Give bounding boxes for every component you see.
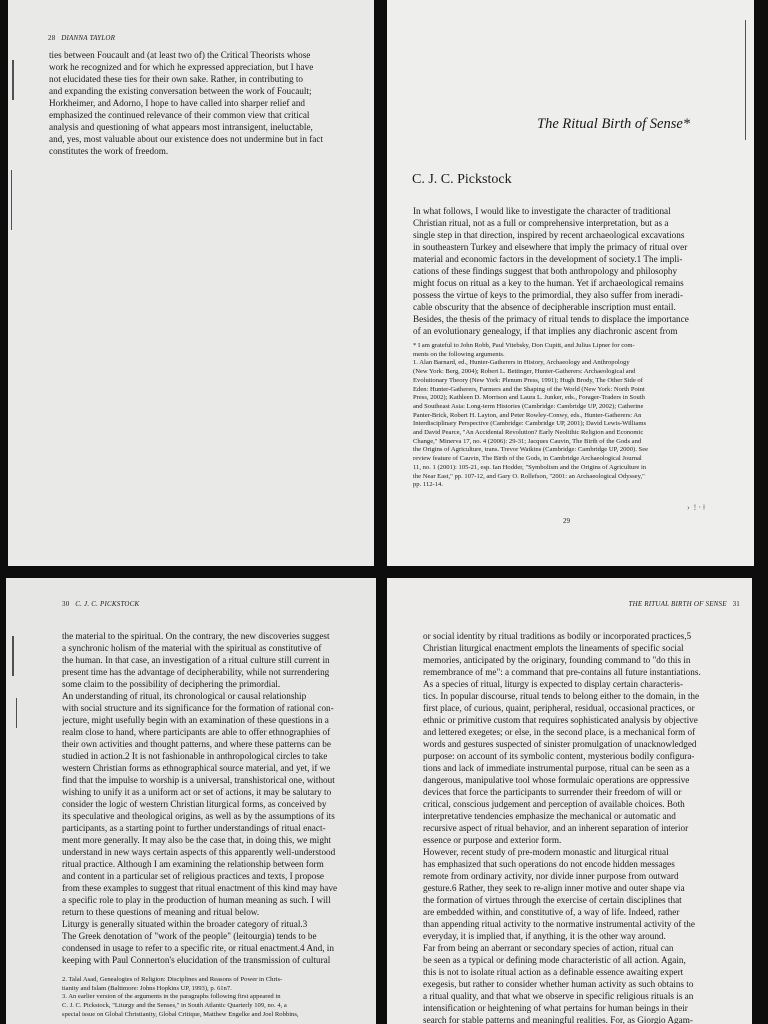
text-line: analysis and questioning of what appears most intransigent, ineluctable, <box>49 122 313 132</box>
page-31 <box>387 578 752 1024</box>
text-line: and lettered exegetes; or else, in the second place, is a mechanical form of <box>423 727 696 737</box>
text-line: might focus on ritual as a key to the human. Yet if archaeological remains <box>413 278 684 288</box>
text-line: ment more generally. It may also be the case that, in doing this, we might <box>62 835 332 845</box>
text-line: everyday, it is implied that, if anything, it is the other way around. <box>423 931 666 941</box>
text-line: return to these questions of meaning and ritual below. <box>62 907 260 917</box>
text-line: possess the virtue of keys to the primordial, they also suffer from ineradi- <box>413 290 684 300</box>
text-line: with social structure and its significance for the formation of rational con- <box>62 703 334 713</box>
footnotes-29 <box>413 342 648 490</box>
text-line: jecture, might usefully begin with an examination of these questions in a <box>62 715 329 725</box>
text-line: cations of these findings suggest that both anthropology and philosophy <box>413 266 678 276</box>
text-line: a specific role to play in the production of human meaning as such. I will <box>62 895 331 905</box>
text-line: words and gestures suspected of sinister promulgation of unacknowledged <box>423 739 697 749</box>
chapter-title: The Ritual Birth of Sense* <box>537 116 691 132</box>
text-line: exegesis, but rather to consider whether human activity as such obtains to <box>423 979 694 989</box>
text-line: first place, of curious, quaint, peripheral, residual, occasional practices, or <box>423 703 695 713</box>
running-head-title: THE RITUAL BIRTH OF SENSE <box>628 600 727 608</box>
footnote-line: 3. An earlier version of the arguments in the paragraphs following first appeared in <box>62 993 281 1001</box>
text-line: remembrance of me": a command that pre-contains all future instantiations. <box>423 667 701 677</box>
text-line: tions and lack of immediate instrumental purpose, ritual can be seen as a <box>423 763 690 773</box>
text-line: consider the logic of western Christian liturgical forms, as conceived by <box>62 799 327 809</box>
text-line: participants, as a starting point to further understandings of ritual enact- <box>62 823 326 833</box>
text-line: cable obscurity that the absence of decipherable inscription must entail. <box>413 302 676 312</box>
body-text-30 <box>62 630 337 966</box>
page-30 <box>6 578 376 1024</box>
text-line: and expanding the existing conversation between the work of Foucault; <box>49 86 312 96</box>
text-line: than appending ritual activity to the normative instrumental activity of the <box>423 919 695 929</box>
text-line: in southeastern Turkey and elsewhere that imply the primacy of ritual over <box>413 242 688 252</box>
text-line: remote from ordinary activity, nor divide inner purpose from outward <box>423 871 679 881</box>
footnote-line: ments on the following arguments. <box>413 350 505 358</box>
footnote-line: (New York: Berg, 2004); Robert L. Bettinger, Hunter-Gatherers: Archaeological and <box>413 368 636 376</box>
text-line: An understanding of ritual, its chronological or causal relationship <box>62 691 307 701</box>
footnote-line: Panter-Brick, Robert H. Layton, and Peter Rowley-Conwy, eds., Hunter-Gatherers: An <box>413 411 642 419</box>
text-line: and content in a particular set of religious practices and texts, I propose <box>62 871 325 881</box>
text-line: their own activities and thought patterns, and where these patterns can be <box>62 739 331 749</box>
text-line: not elucidated these ties for their own sake. Rather, in contributing to <box>49 74 304 84</box>
page-number-28: 28 <box>48 34 56 42</box>
text-line: critical, conscious judgement and perception of available choices. Both <box>423 799 685 809</box>
footnote-line: Interdisciplinary Perspective (Cambridge: Cambridge UP, 2001); David Lewis-Williams <box>413 420 647 428</box>
text-line: find that the impulse to worship is a universal, transhistorical one, without <box>62 775 335 785</box>
text-line: are embedded within, and constitutive of, a way of life. Indeed, rather <box>423 907 680 917</box>
page-number-29: 29 <box>563 517 570 525</box>
page-number-30: 30 <box>62 600 70 608</box>
text-line: the material to the spiritual. On the contrary, the new discoveries suggest <box>62 631 330 641</box>
text-line: some claim to the possibility of deciphering the primordial. <box>62 679 281 689</box>
text-line: present time has the advantage of decipherability, while not surrendering <box>62 667 330 677</box>
text-line: Far from being an aberrant or secondary species of action, ritual can <box>423 943 674 953</box>
footnote-line: 11, no. 1 (2001): 105-21, esp. Ian Hodder, "Symbolism and the Origins of Agriculture in <box>413 463 647 471</box>
text-line: of an evolutionary genealogy, if that implies any diachronic ascent from <box>413 326 678 336</box>
margin-mark <box>11 170 12 230</box>
text-line: The Greek denotation of "work of the people" (leitourgia) tends to be <box>62 931 317 941</box>
text-line: from these examples to suggest that ritual enactment of this kind may have <box>62 883 338 893</box>
text-line: wishing to unify it as a uniform act or set of actions, it may be salutary to <box>62 787 332 797</box>
page-28 <box>8 0 374 566</box>
footnote-line: Evolutionary Theory (New York: Plenum Press, 1991); Hugh Brody, The Other Side of <box>413 376 643 384</box>
body-text-31 <box>423 630 701 1024</box>
running-head-author: C. J. C. PICKSTOCK <box>75 600 140 608</box>
footnote-line: the Near East," pp. 107-12, and Gary O. Rollefson, "2001: an Archaeological Odyssey," <box>413 472 645 480</box>
footnote-line: the Origins of Agriculture, trans. Trevor Watkins (Cambridge: Cambridge UP, 2000). See <box>413 446 649 454</box>
text-line: or social identity by ritual traditions as bodily or incorporated practices,5 <box>423 631 692 641</box>
running-head-31 <box>629 600 740 608</box>
text-line: memories, anticipated by the originary, founding command to "do this in <box>423 655 691 665</box>
margin-mark <box>745 20 746 140</box>
text-line: devices that force the participants to surrender their freedom of will or <box>423 787 682 797</box>
text-line: material and economic factors in the development of society.1 The impli- <box>413 254 683 264</box>
text-line: be seen as a typical or defining mode characteristic of all action. Again, <box>423 955 686 965</box>
page-29 <box>387 0 754 566</box>
margin-mark <box>12 60 14 100</box>
text-line: gesture.6 Rather, they seek to re-align inner motive and outer shape via <box>423 883 685 893</box>
text-line: this is not to isolate ritual action as a definable essence awaiting expert <box>423 967 684 977</box>
footnote-line: tianity and Islam (Baltimore: Johns Hopkins UP, 1993), p. 61n7. <box>62 984 232 992</box>
text-line: the human. In that case, an investigation of a ritual culture still current in <box>62 655 330 665</box>
footnote-line: review feature of Cauvin, The Birth of the Gods, in Cambridge Archaeological Journal <box>413 455 642 463</box>
footnote-line: Press, 2002); Kathleen D. Morrison and Laura L. Junker, eds., Forager-Traders in South <box>413 394 645 402</box>
text-line: intensification or heightening of what pertains for human beings in their <box>423 1003 688 1013</box>
text-line: Horkheimer, and Adorno, I hope to have called into sharper relief and <box>49 98 306 108</box>
footnote-line: special issue on Global Christianity, Global Critique, Matthew Engelke and Joel Robbins, <box>62 1010 299 1018</box>
running-head-30 <box>62 600 139 608</box>
footnote-line: 1. Alan Barnard, ed., Hunter-Gatherers in History, Archaeology and Anthropology <box>413 359 630 367</box>
text-line: western Christian forms as ethnographical source material, and yet, if we <box>62 763 331 773</box>
text-line: work he recognized and for which he expressed appreciation, but I have <box>49 62 314 72</box>
page-number-31: 31 <box>732 600 740 608</box>
text-line: ritual practice. Although I am examining the relationship between form <box>62 859 324 869</box>
text-line: has emphasized that such operations do not encode hidden messages <box>423 859 675 869</box>
text-line: a synchronic holism of the material with the spiritual as constitutive of <box>62 643 322 653</box>
footnote-line: C. J. C. Pickstock, "Liturgy and the Senses," in South Atlantic Quarterly 109, no. 4, a <box>62 1002 287 1010</box>
text-line: its speculative and theological origins, as well as by the assumptions of its <box>62 811 335 821</box>
footnote-line: * I am grateful to John Robb, Paul Vitebsky, Don Cupitt, and Julius Lipner for com- <box>413 342 635 349</box>
text-line: tics. In popular discourse, ritual tends to belong either to the domain, in the <box>423 691 700 701</box>
text-line: condensed in usage to refer to a specific rite, or ritual enactment.4 And, in <box>62 943 334 953</box>
text-line: purpose: on account of its symbolic content, mysterious bodily configura- <box>423 751 695 761</box>
footnote-line: 2. Talal Asad, Genealogies of Religion: Disciplines and Reasons of Power in Chris- <box>62 976 283 983</box>
text-line: the formation of virtues through the exercise of certain disciplines that <box>423 895 682 905</box>
text-line: search for stable patterns and meaningful realities. For, as Giorgio Agam- <box>423 1015 693 1024</box>
footnote-line: Change," Minerva 17, no. 4 (2006): 29-31; Jacques Cauvin, The Birth of the Gods and <box>413 437 642 445</box>
text-line: Christian ritual, not as a full or comprehensive interpretation, but as a <box>413 218 669 228</box>
footnote-line: and Southeast Asia: Long-term Histories (Cambridge: Cambridge UP, 2002); Catherine <box>413 402 644 410</box>
margin-mark <box>12 636 14 676</box>
text-line: interpretative tendencies emphasize the mechanical or automatic and <box>423 811 676 821</box>
scan-noise: › ! · ǂ <box>687 503 705 512</box>
text-line: emphasized the continued relevance of their common view that critical <box>49 110 310 120</box>
text-line: However, recent study of pre-modern monastic and liturgical ritual <box>423 847 669 857</box>
text-line: and, yes, most valuable about our existence does not undermine but in fact <box>49 134 324 144</box>
body-text-29 <box>413 205 689 337</box>
text-line: In what follows, I would like to investigate the character of traditional <box>413 206 671 216</box>
running-head-28 <box>48 34 115 42</box>
footnotes-30 <box>62 976 299 1020</box>
footnote-line: Eden: Hunter-Gatherers, Farmers and the Shaping of the World (New York: North Point <box>413 385 645 393</box>
text-line: constitutes the work of freedom. <box>49 146 169 156</box>
text-line: ethnic or primitive custom that requires sophisticated analysis by objective <box>423 715 698 725</box>
footnote-line: pp. 112-14. <box>413 481 443 489</box>
body-text-28 <box>49 49 323 157</box>
chapter-author: C. J. C. Pickstock <box>412 172 512 187</box>
text-line: understand in new ways certain aspects of this apparently well-understood <box>62 847 336 857</box>
text-line: a ritual quality, and that what we observe in specific religious rituals is an <box>423 991 694 1001</box>
text-line: essence or purpose and exterior form. <box>423 835 562 845</box>
text-line: studied in action.2 It is not fashionable in anthropological circles to take <box>62 751 328 761</box>
text-line: dangerous, manipulative tool whose formulaic operations are oppressive <box>423 775 690 785</box>
text-line: realm close to hand, where participants are able to offer ethnographies of <box>62 727 331 737</box>
text-line: keeping with Paul Connerton's elucidation of the transmission of cultural <box>62 955 331 965</box>
text-line: single step in that direction, inspired by recent archaeological excavations <box>413 230 685 240</box>
text-line: Christian liturgical enactment emplots the lineaments of specific social <box>423 643 684 653</box>
footnote-line: and David Pearce, "An Accidental Revolution? Early Neolithic Religion and Economic <box>413 429 644 437</box>
text-line: ties between Foucault and (at least two of) the Critical Theorists whose <box>49 50 311 60</box>
running-head-author: DIANNA TAYLOR <box>61 34 116 42</box>
text-line: As a species of ritual, liturgy is expected to display certain characteris- <box>423 679 684 689</box>
text-line: Liturgy is generally situated within the broader category of ritual.3 <box>62 919 308 929</box>
text-line: recursive aspect of ritual behavior, and an inherent separation of interior <box>423 823 689 833</box>
text-line: Besides, the thesis of the primacy of ritual tends to displace the importance <box>413 314 689 324</box>
margin-mark <box>16 698 17 728</box>
